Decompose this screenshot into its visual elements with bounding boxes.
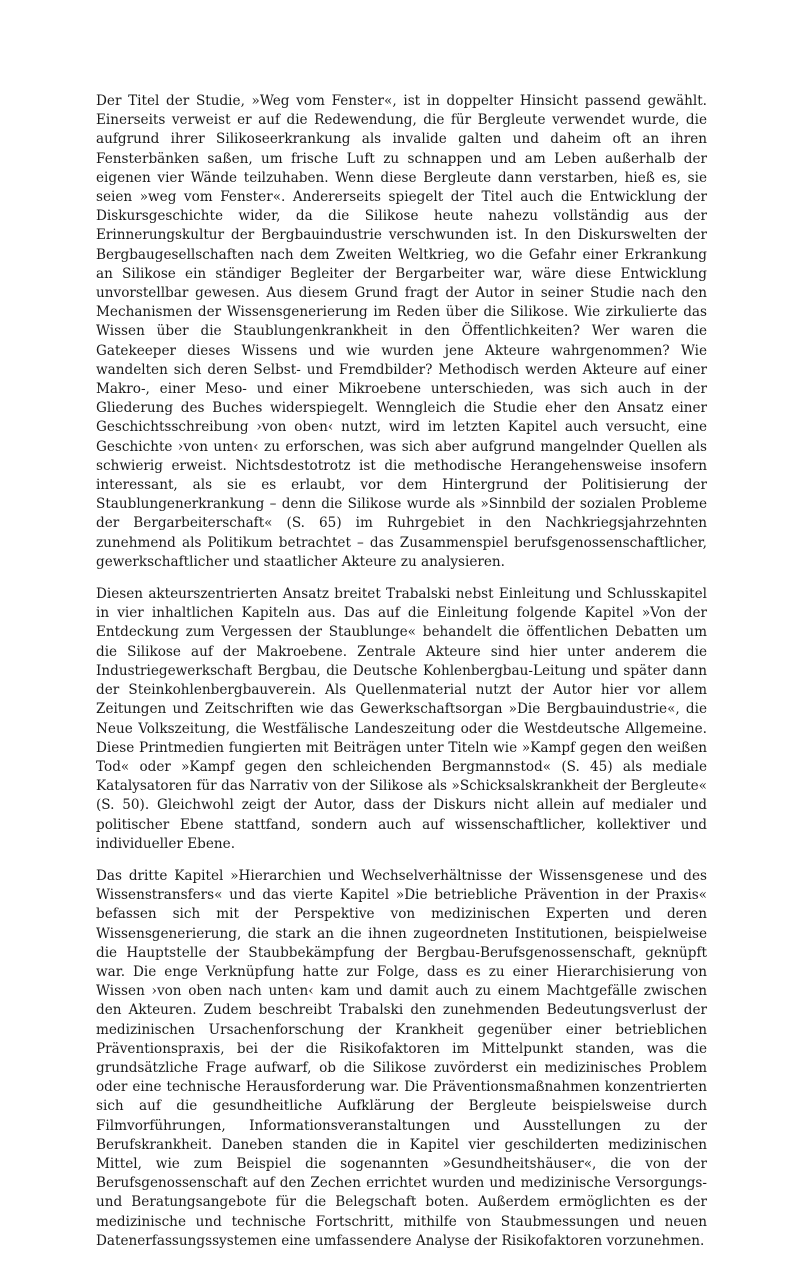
document-body: [96, 92, 707, 1264]
paragraph: Diesen akteurszentrierten Ansatz breitet Trabalski nebst Einleitung und Schlusskapitel in vier inhaltlichen Kapiteln aus. Das auf die Einleitung folgende Kapitel »Von der Entdeckung zum Vergessen der Staublunge« behandelt die öffentlichen Debatten um die Silikose auf der Makroebene. Zentrale Akteure sind hier unter anderem die Industriegewerkschaft Bergbau, die Deutsche Kohlenbergbau-Leitung und später dann der Steinkohlenbergbauverein. Als Quellenmaterial nutzt der Autor hier vor allem Zeitungen und Zeitschriften wie das Gewerkschaftsorgan »Die Bergbauindustrie«, die Neue Volkszeitung, die Westfälische Landeszeitung oder die Westdeutsche Allgemeine. Diese Printmedien fungierten mit Beiträgen unter Titeln wie »Kampf gegen den weißen Tod« oder »Kampf gegen den schleichenden Bergmannstod« (S. 45) als mediale Katalysatoren für das Narrativ von der Silikose als »Schicksalskrankheit der Bergleute« (S. 50). Gleichwohl zeigt der Autor, dass der Diskurs nicht allein auf medialer und politischer Ebene stattfand, sondern auch auf wissenschaftlicher, kollektiver und individueller Ebene.: [96, 586, 707, 852]
paragraph: Der Titel der Studie, »Weg vom Fenster«, ist in doppelter Hinsicht passend gewählt. Einerseits verweist er auf die Redewendung, die für Bergleute verwendet wurde, die aufgrund ihrer Silikoseerkrankung als invalide galten und daheim oft an ihren Fensterbänken saßen, um frische Luft zu schnappen und am Leben außerhalb der eigenen vier Wände teilzuhaben. Wenn diese Bergleute dann verstarben, hieß es, sie seien »weg vom Fenster«. Andererseits spiegelt der Titel auch die Entwicklung der Diskursgeschichte wider, da die Silikose heute nahezu vollständig aus der Erinnerungskultur der Bergbauindustrie verschwunden ist. In den Diskurswelten der Bergbaugesellschaften nach dem Zweiten Weltkrieg, wo die Gefahr einer Erkrankung an Silikose ein ständiger Begleiter der Bergarbeiter war, wäre diese Entwicklung unvorstellbar gewesen. Aus diesem Grund fragt der Autor in seiner Studie nach den Mechanismen der Wissensgenerierung im Reden über die Silikose. Wie zirkulierte das Wissen über die Staublungenkrankheit in den Öffentlichkeiten? Wer waren die Gatekeeper dieses Wissens und wie wurden jene Akteure wahrgenommen? Wie wandelten sich deren Selbst- und Fremdbilder? Methodisch werden Akteure auf einer Makro-, einer Meso- und einer Mikroebene unterschieden, was sich auch in der Gliederung des Buches widerspiegelt. Wenngleich die Studie eher den Ansatz einer Geschichtsschreibung ›von oben‹ nutzt, wird im letzten Kapitel auch versucht, eine Geschichte ›von unten‹ zu erforschen, was sich aber aufgrund mangelnder Quellen als schwierig erweist. Nichtsdestotrotz ist die methodische Herangehensweise insofern interessant, als sie es erlaubt, vor dem Hintergrund der Politisierung der Staublungenerkrankung – denn die Silikose wurde als »Sinnbild der sozialen Probleme der Bergarbeiterschaft« (S. 65) im Ruhrgebiet in den Nachkriegsjahrzehnten zunehmend als Politikum betrachtet – das Zusammenspiel berufsgenossenschaftlicher, gewerkschaftlicher und staatlicher Akteure zu analysieren.: [96, 93, 707, 570]
paragraph: Das dritte Kapitel »Hierarchien und Wechselverhältnisse der Wissensgenese und des Wissenstransfers« und das vierte Kapitel »Die betriebliche Prävention in der Praxis« befassen sich mit der Perspektive von medizinischen Experten und deren Wissensgenerierung, die stark an die ihnen zugeordneten Institutionen, beispielweise die Hauptstelle der Staubbekämpfung der Bergbau-Berufsgenossenschaft, geknüpft war. Die enge Verknüpfung hatte zur Folge, dass es zu einer Hierarchisierung von Wissen ›von oben nach unten‹ kam und damit auch zu einem Machtgefälle zwischen den Akteuren. Zudem beschreibt Trabalski den zunehmenden Bedeutungsverlust der medizinischen Ursachenforschung der Krankheit gegenüber einer betrieblichen Präventionspraxis, bei der die Risikofaktoren im Mittelpunkt standen, was die grundsätzliche Frage aufwarf, ob die Silikose zuvörderst ein medizinisches Problem oder eine technische Herausforderung war. Die Präventionsmaßnahmen konzentrierten sich auf die gesundheitliche Aufklärung der Bergleute beispielsweise durch Filmvorführungen, Informationsveranstaltungen und Ausstellungen zu der Berufskrankheit. Daneben standen die in Kapitel vier geschilderten medizinischen Mittel, wie zum Beispiel die sogenannten »Gesundheitshäuser«, die von der Berufsgenossenschaft auf den Zechen errichtet wurden und medizinische Versorgungs- und Beratungsangebote für die Belegschaft boten. Außerdem ermöglichten es der medizinische und technische Fortschritt, mithilfe von Staubmessungen und neuen Datenerfassungssystemen eine umfassendere Analyse der Risikofaktoren vorzunehmen.: [96, 867, 707, 1249]
